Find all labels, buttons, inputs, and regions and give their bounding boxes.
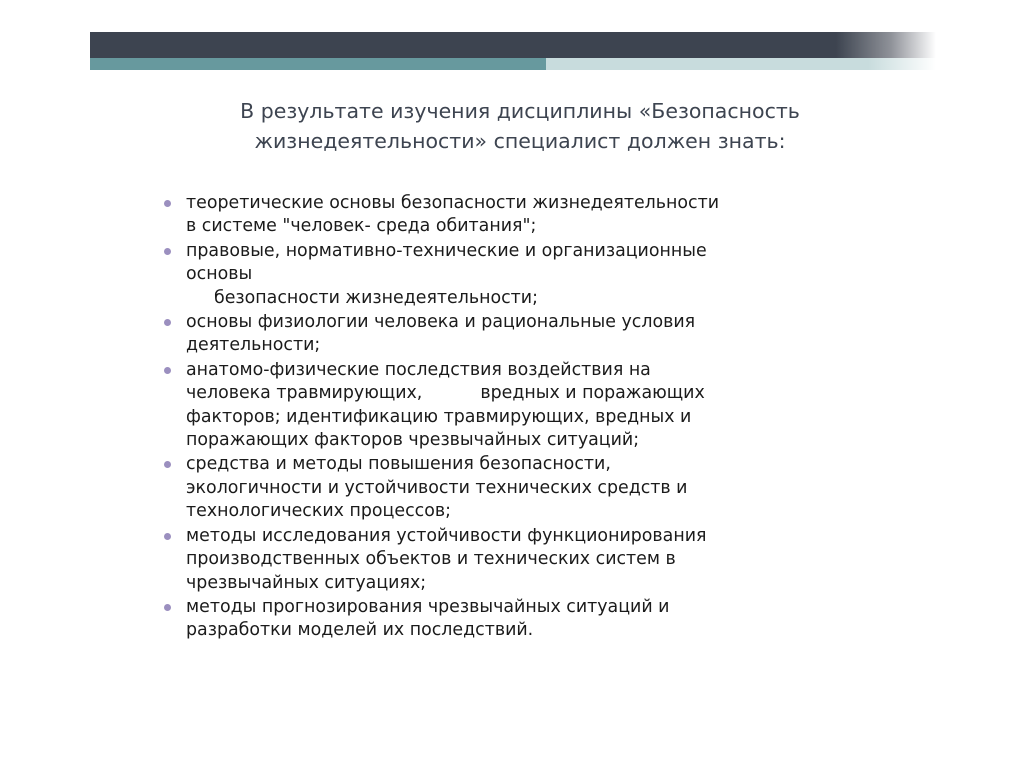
list-item-line: деятельности; (186, 335, 321, 356)
list-item (150, 192, 910, 239)
bullet-dot-icon (164, 367, 171, 374)
list-item-line: чрезвычайных ситуациях; (186, 572, 427, 593)
list-item-line: методы исследования устойчивости функционирования (186, 525, 707, 546)
list-item-line: средства и методы повышения безопасности, (186, 454, 611, 475)
bullet-list (150, 192, 910, 644)
list-item-line: технологических процессов; (186, 501, 451, 522)
list-item (150, 359, 910, 453)
list-item-line: экологичности и устойчивости технических средств и (186, 477, 688, 498)
header-band-separator (90, 70, 936, 74)
list-item (150, 596, 910, 643)
list-item-line: в системе "человек- среда обитания"; (186, 216, 537, 237)
list-item-line: правовые, нормативно-технические и организационные (186, 240, 707, 261)
bullet-dot-icon (164, 533, 171, 540)
list-item-line: производственных объектов и технических систем в (186, 549, 676, 570)
bullet-dot-icon (164, 319, 171, 326)
list-item-line: основы физиологии человека и рациональные условия (186, 312, 696, 333)
list-item (150, 240, 910, 310)
bullet-dot-icon (164, 604, 171, 611)
list-item-line: анатомо-физические последствия воздействия на (186, 359, 651, 380)
list-item-line: факторов; идентификацию травмирующих, вредных и (186, 406, 692, 427)
list-item (150, 311, 910, 358)
list-item (150, 525, 910, 595)
header-band-dark-fade (836, 32, 936, 58)
header-band-dark (90, 32, 936, 58)
list-item-line: основы (186, 264, 253, 285)
header-band-teal-fade (868, 58, 936, 70)
list-item-line: человека травмирующих, (186, 383, 423, 404)
list-item-line: теоретические основы безопасности жизнедеятельности (186, 193, 720, 213)
bullet-dot-icon (164, 461, 171, 468)
bullet-dot-icon (164, 200, 171, 207)
list-item-line: разработки моделей их последствий. (186, 620, 534, 641)
header-band-teal (90, 58, 546, 70)
header-band-teal-light (546, 58, 868, 70)
list-item-line: поражающих факторов чрезвычайных ситуаций; (186, 430, 640, 451)
list-item-line-indented: безопасности жизнедеятельности; (214, 287, 538, 308)
list-item-line: методы прогнозирования чрезвычайных ситуаций и (186, 596, 670, 617)
list-item (150, 453, 910, 523)
list-item-line: вредных и поражающих (480, 383, 705, 404)
bullet-dot-icon (164, 248, 171, 255)
slide-title: В результате изучения дисциплины «Безопасность жизнедеятельности» специалист должен знать: (240, 99, 800, 153)
